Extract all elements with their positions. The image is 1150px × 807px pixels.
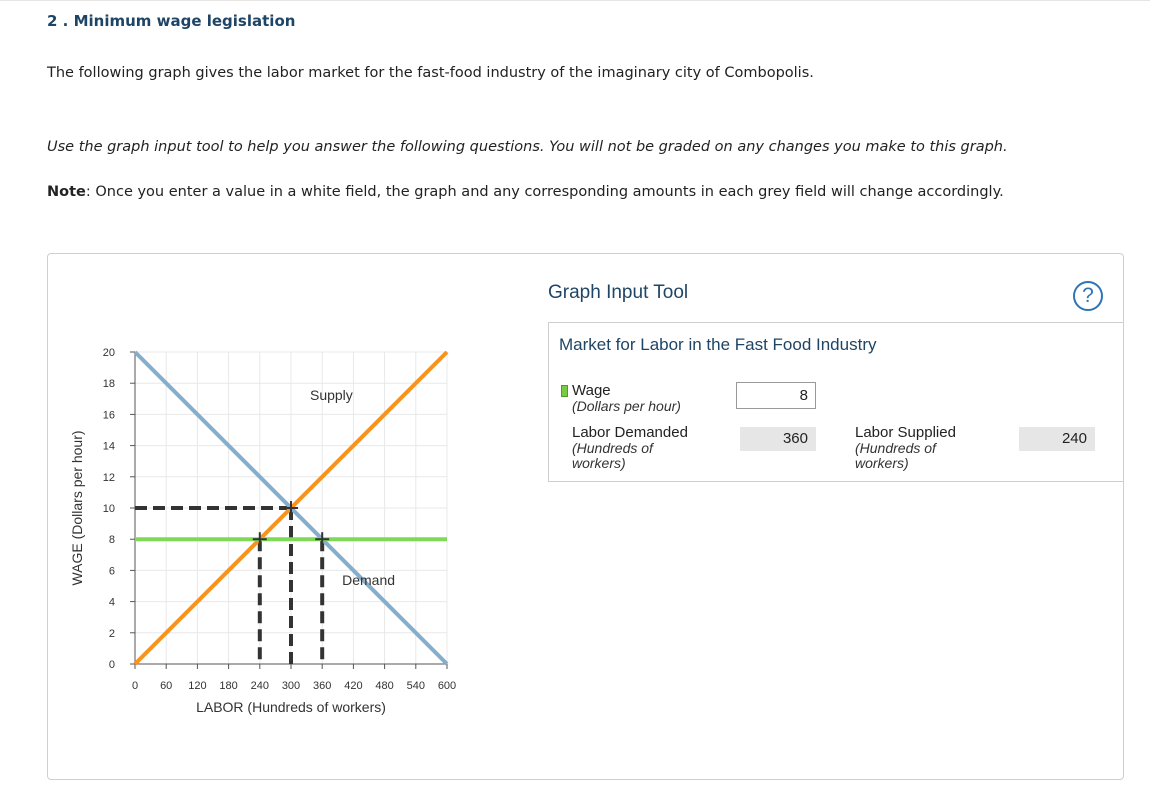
labor-supplied-unit-line1: (Hundreds of xyxy=(855,440,936,456)
labor-demanded-unit-line1: (Hundreds of xyxy=(572,440,653,456)
graph-input-tool-box xyxy=(548,322,1124,482)
x-tick-label: 480 xyxy=(375,680,394,692)
y-tick-label: 6 xyxy=(108,565,115,578)
note-label: Note xyxy=(47,184,86,200)
labor-demanded-unit-line2: workers) xyxy=(572,455,626,471)
question-intro: The following graph gives the labor market for the fast-food industry of the imaginary city of Combopolis. xyxy=(47,65,814,81)
x-tick-label: 240 xyxy=(250,680,269,692)
y-tick-label: 14 xyxy=(102,440,115,453)
supply-label: Supply xyxy=(309,386,353,403)
labor-market-chart[interactable] xyxy=(48,254,528,781)
y-tick-label: 12 xyxy=(102,471,115,484)
x-axis-title: LABOR (Hundreds of workers) xyxy=(196,699,386,715)
x-tick-label: 120 xyxy=(188,680,207,692)
x-tick-label: 420 xyxy=(344,680,363,692)
y-tick-label: 20 xyxy=(102,347,115,359)
y-tick-label: 8 xyxy=(108,534,115,547)
labor-demanded-value: 360 xyxy=(740,427,816,451)
x-tick-label: 60 xyxy=(160,680,173,692)
y-tick-label: 18 xyxy=(102,378,115,391)
labor-supplied-unit-line2: workers) xyxy=(855,455,909,471)
labor-supplied-label: Labor Supplied xyxy=(855,424,956,441)
x-tick-label: 180 xyxy=(219,680,238,692)
y-tick-label: 10 xyxy=(102,503,115,515)
wage-input[interactable] xyxy=(736,382,816,409)
y-tick-label: 0 xyxy=(108,659,115,671)
question-title: 2 . Minimum wage legislation xyxy=(47,12,296,30)
help-icon[interactable]: ? xyxy=(1073,281,1103,311)
y-tick-label: 2 xyxy=(108,627,115,640)
demand-label: Demand xyxy=(342,571,396,588)
graph-input-tool-title: Graph Input Tool xyxy=(548,282,689,303)
wage-unit: (Dollars per hour) xyxy=(572,398,681,414)
y-axis-title: WAGE (Dollars per hour) xyxy=(69,430,85,586)
note-text: : Once you enter a value in a white field, the graph and any corresponding amounts in each grey field will change accordingly. xyxy=(85,184,1004,200)
x-tick-label: 300 xyxy=(281,680,301,692)
labor-supplied-value: 240 xyxy=(1019,427,1095,451)
x-tick-label: 600 xyxy=(437,680,457,692)
graph-panel xyxy=(47,253,1124,780)
question-note xyxy=(47,184,1004,200)
y-tick-label: 4 xyxy=(108,596,115,609)
question-instructions: Use the graph input tool to help you answer the following questions. You will not be graded on any changes you make to this graph. xyxy=(47,139,1008,155)
y-tick-label: 16 xyxy=(102,409,115,422)
x-tick-label: 540 xyxy=(406,680,425,692)
x-tick-label: 360 xyxy=(313,680,332,692)
market-title: Market for Labor in the Fast Food Industry xyxy=(559,335,877,354)
wage-label: Wage xyxy=(572,382,611,399)
top-divider xyxy=(0,0,1150,1)
wage-legend-swatch xyxy=(561,385,568,397)
x-tick-label: 0 xyxy=(131,680,139,692)
labor-demanded-label: Labor Demanded xyxy=(572,424,688,441)
